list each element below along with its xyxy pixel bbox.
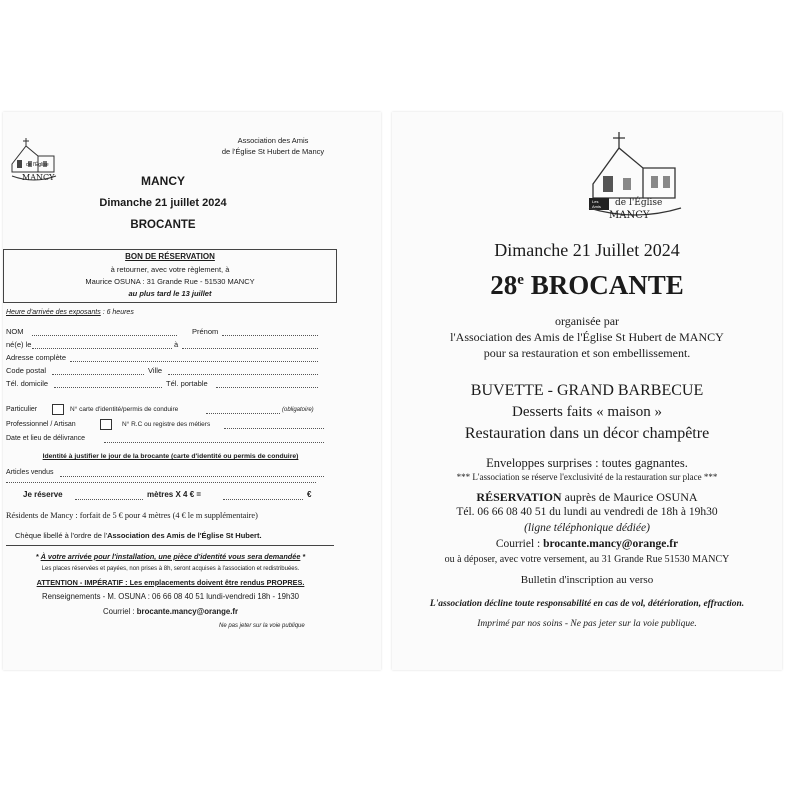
form-row-professionnel[interactable] bbox=[6, 420, 324, 430]
total-field[interactable] bbox=[223, 490, 303, 500]
euro-symbol: € bbox=[307, 490, 312, 499]
deposit-address: ou à déposer, avec votre versement, au 31 Grande Rue 51530 MANCY bbox=[444, 554, 730, 565]
courriel-line bbox=[3, 607, 338, 616]
bulletin-verso: Bulletin d'inscription au verso bbox=[520, 574, 654, 586]
date-lieu-field[interactable] bbox=[104, 434, 324, 443]
email-address[interactable]: brocante.mancy@orange.fr bbox=[543, 538, 679, 550]
title-date: Dimanche 21 juillet 2024 bbox=[99, 197, 227, 209]
renseignements: Renseignements - M. OSUNA : 06 66 08 40 51 lundi-vendredi 18h - 19h30 bbox=[41, 592, 300, 601]
ne-le-field[interactable] bbox=[32, 340, 172, 349]
form-row-naissance[interactable] bbox=[6, 340, 318, 350]
bon-deadline: au plus tard le 13 juillet bbox=[128, 289, 212, 298]
date-lieu-label: Date et lieu de délivrance bbox=[6, 435, 85, 442]
edition-suffix: e bbox=[517, 272, 524, 288]
professionnel-checkbox[interactable] bbox=[100, 419, 112, 430]
adresse-field[interactable] bbox=[70, 353, 318, 362]
nom-label: NOM bbox=[6, 327, 24, 336]
logo-mancy-text: MANCY bbox=[22, 173, 55, 182]
articles-field-line2[interactable] bbox=[6, 482, 316, 483]
arrival-id-text: À votre arrivée pour l'installation, une pièce d'identité vous sera demandée bbox=[40, 552, 301, 561]
organisee-par: organisée par bbox=[554, 314, 620, 328]
desserts: Desserts faits « maison » bbox=[512, 404, 662, 420]
form-row-articles[interactable] bbox=[6, 468, 324, 478]
residents-note: Résidents de Mancy : forfait de 5 € pour 4 mètres (4 € le m supplémentaire) bbox=[6, 511, 258, 520]
form-row-particulier[interactable] bbox=[6, 405, 324, 415]
bon-address: Maurice OSUNA : 31 Grande Rue - 51530 MANCY bbox=[85, 277, 255, 286]
event-title bbox=[392, 270, 782, 301]
arrival-time-value: : 6 heures bbox=[102, 309, 134, 316]
arrival-time bbox=[6, 308, 134, 317]
metres-label: mètres X 4 € = bbox=[147, 490, 202, 499]
separator-line bbox=[6, 545, 334, 546]
association-name-line1: Association des Amis bbox=[237, 136, 309, 145]
organizer-purpose: pour sa restauration et son embellissement. bbox=[483, 346, 691, 360]
rc-field[interactable] bbox=[224, 420, 324, 429]
courriel-label: Courriel : bbox=[102, 607, 135, 616]
cheque-note bbox=[15, 531, 262, 540]
organizer-name: l'Association des Amis de l'Église St Hubert de MANCY bbox=[450, 330, 724, 344]
event-date: Dimanche 21 Juillet 2024 bbox=[494, 240, 680, 260]
particulier-label: Particulier bbox=[6, 406, 38, 413]
title-town: MANCY bbox=[141, 174, 185, 188]
title-event: BROCANTE bbox=[130, 219, 196, 231]
form-row-adresse[interactable] bbox=[6, 353, 318, 363]
printed-note: Imprimé par nos soins - Ne pas jeter sur la voie publique. bbox=[477, 619, 697, 629]
prenom-field[interactable] bbox=[222, 327, 318, 336]
places-notice: Les places réservées et payées, non prises à 8h, seront acquises à l'association et redistribuées. bbox=[41, 566, 300, 572]
articles-field[interactable] bbox=[60, 468, 324, 477]
particulier-checkbox[interactable] bbox=[52, 404, 64, 415]
tel-domicile-label: Tél. domicile bbox=[6, 379, 49, 388]
flyer-page bbox=[392, 112, 782, 670]
prenom-label: Prénom bbox=[192, 327, 219, 336]
code-postal-label: Code postal bbox=[6, 366, 47, 375]
form-row-reserve[interactable] bbox=[23, 490, 323, 500]
exclusivite-note: *** L'association se réserve l'exclusivité de la restauration sur place *** bbox=[456, 472, 718, 482]
rc-label: N° R.C ou registre des métiers bbox=[122, 421, 211, 428]
form-row-telephone[interactable] bbox=[6, 379, 318, 389]
tel-portable-label: Tél. portable bbox=[166, 379, 208, 388]
email-line bbox=[392, 538, 782, 550]
liability-disclaimer: L'association décline toute responsabilité en cas de vol, détérioration, effraction. bbox=[429, 599, 745, 609]
logo-tag-amis: Amis bbox=[592, 204, 601, 209]
phone-hours: Tél. 06 66 08 40 51 du lundi au vendredi de 18h à 19h30 bbox=[456, 506, 718, 518]
form-row-delivrance[interactable] bbox=[6, 434, 324, 444]
ville-field[interactable] bbox=[168, 366, 318, 375]
bon-line1: à retourner, avec votre règlement, à bbox=[110, 265, 230, 274]
lieu-label: à bbox=[174, 340, 179, 349]
cheque-prefix: Chèque libellé à l'ordre de l' bbox=[15, 531, 108, 540]
ville-label: Ville bbox=[148, 366, 163, 375]
carte-identite-field[interactable] bbox=[206, 405, 280, 414]
logo-small-text: de l'Église bbox=[26, 162, 49, 168]
reservation-form-page bbox=[3, 112, 381, 670]
obligatoire-note: (obligatoire) bbox=[282, 407, 314, 413]
ne-pas-jeter: Ne pas jeter sur la voie publique bbox=[219, 623, 305, 629]
metres-field[interactable] bbox=[75, 490, 143, 500]
enveloppes: Enveloppes surprises : toutes gagnantes. bbox=[486, 456, 688, 470]
courriel-email[interactable]: brocante.mancy@orange.fr bbox=[136, 607, 238, 616]
logo-small-text: de l'Église bbox=[615, 198, 663, 208]
reservation-box bbox=[3, 249, 337, 303]
bon-title: BON DE RÉSERVATION bbox=[125, 252, 215, 261]
association-name-line2: de l'Église St Hubert de Mancy bbox=[221, 147, 325, 156]
reserve-label: Je réserve bbox=[23, 490, 63, 499]
arrival-time-label: Heure d'arrivée des exposants bbox=[6, 309, 101, 316]
form-row-nom[interactable] bbox=[6, 327, 318, 337]
identity-notice: Identité à justifier le jour de la brocante (carte d'identité ou permis de conduire) bbox=[42, 453, 299, 460]
brocante-title: BROCANTE bbox=[530, 270, 684, 300]
nom-field[interactable] bbox=[32, 327, 177, 336]
restauration: Restauration dans un décor champêtre bbox=[464, 425, 710, 442]
code-postal-field[interactable] bbox=[52, 366, 144, 375]
logo-mancy-text: MANCY bbox=[609, 210, 650, 221]
cheque-payee: Association des Amis de l'Église St Hubert. bbox=[107, 531, 262, 540]
attention-notice: ATTENTION - IMPÉRATIF : Les emplacements doivent être rendus PROPRES. bbox=[36, 578, 305, 587]
articles-label: Articles vendus bbox=[6, 469, 54, 476]
tel-domicile-field[interactable] bbox=[54, 379, 162, 388]
edition-number: 28 bbox=[490, 270, 518, 300]
church-logo-large bbox=[585, 124, 685, 219]
email-label: Courriel : bbox=[495, 538, 544, 550]
tel-portable-field[interactable] bbox=[216, 379, 318, 388]
ne-le-label: né(e) le bbox=[6, 340, 32, 349]
lieu-field[interactable] bbox=[182, 340, 318, 349]
buvette-barbecue: BUVETTE - GRAND BARBECUE bbox=[470, 382, 704, 399]
arrival-id-notice: * À votre arrivée pour l'installation, une pièce d'identité vous sera demandée * bbox=[35, 552, 306, 561]
reservation-heading: RÉSERVATION bbox=[476, 490, 562, 504]
professionnel-label: Professionnel / Artisan bbox=[6, 421, 76, 428]
adresse-label: Adresse complète bbox=[6, 353, 67, 362]
logo-tag-les: Les bbox=[592, 199, 599, 204]
carte-identite-label: N° carte d'identité/permis de conduire bbox=[70, 406, 179, 413]
reservation-contact bbox=[392, 490, 782, 505]
dedicated-line: (ligne téléphonique dédiée) bbox=[524, 522, 650, 534]
form-row-ville[interactable] bbox=[6, 366, 318, 376]
reservation-contact-name: auprès de Maurice OSUNA bbox=[561, 490, 698, 504]
